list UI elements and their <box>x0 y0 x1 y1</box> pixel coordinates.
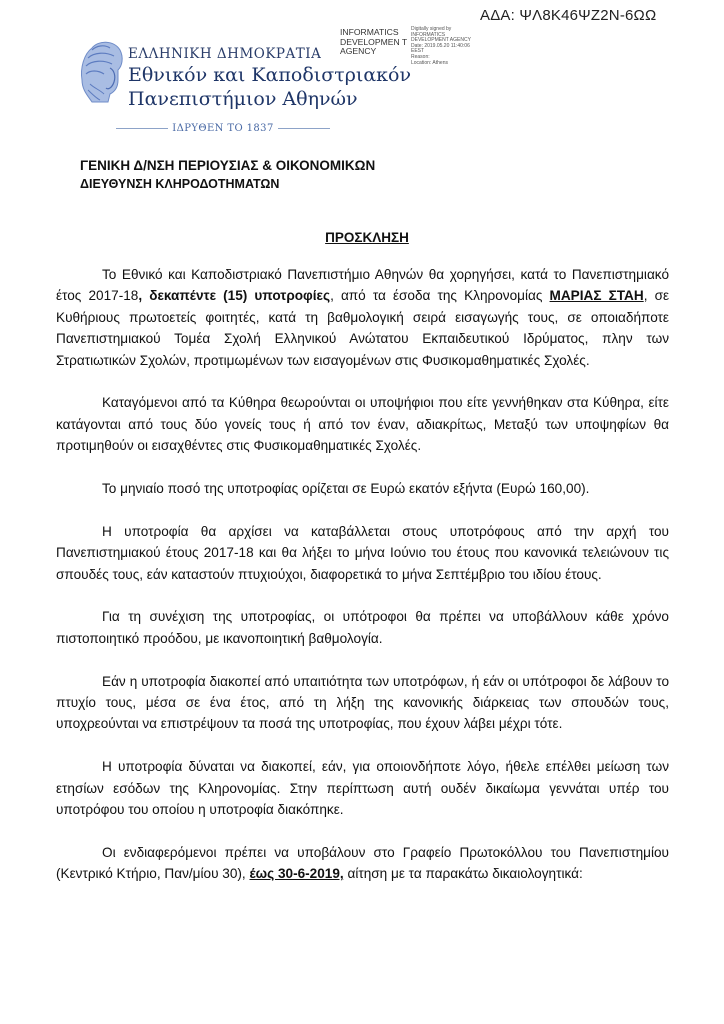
document-title: ΠΡΟΣΚΛΗΣΗ <box>325 230 409 245</box>
general-directorate: ΓΕΝΙΚΗ Δ/ΝΣΗ ΠΕΡΙΟΥΣΙΑΣ & ΟΙΚΟΝΟΜΙΚΩΝ <box>80 158 376 173</box>
paragraph: Η υποτροφία θα αρχίσει να καταβάλλεται στους υποτρόφους από την αρχή του Πανεπιστημιακού έτους 2017-18 και θα λήξει το μήνα Ιούνιο του έτους που κανονικά τελειώνουν τις σπουδές τους, εάν καταστούν πτυχιούχοι, διαφορετικά το μήνα Σεπτέμβριο του ιδίου έτους. <box>56 523 669 582</box>
text: , σε Κυθήριους πρωτοετείς φοιτητές, κατά τη βαθμολογική σειρά εισαγωγής τους, σε οποιαδήποτε Πανεπιστημιακού Τομέα Σχολή Ελληνικού Ανώτατου Εκπαιδευτικού Ιδρύματος, πλην των Στρατιωτικών Σχολών, προτιμωμένων των εισαγομένων στις Φυσικομαθηματικές Σχολές. <box>56 288 670 368</box>
signature-line: Reason: <box>411 53 430 60</box>
directorate: ΔΙΕΥΘΥΝΣΗ ΚΛΗΡΟΔΟΤΗΜΑΤΩΝ <box>80 177 280 191</box>
scholarship-count: , δεκαπέντε (15) υποτροφίες <box>138 288 331 304</box>
divider <box>278 128 330 129</box>
paragraph <box>56 264 669 371</box>
document-body <box>56 264 669 906</box>
university-name-line2: Πανεπιστήμιον Αθηνών <box>128 88 358 110</box>
paragraph: Εάν η υποτροφία διακοπεί από υπαιτιότητα των υποτρόφων, ή εάν οι υπότροφοι δε λάβουν το πτυχίο τους, μέσα σε ένα έτος, από τη λήξη της κανονικής διάρκειας των σπουδών τους, υποχρεούνται να επιστρέψουν τα ποσά της υποτροφίας, που έχουν λάβει μέχρι τότε. <box>56 673 669 732</box>
signature-line: INFORMATICS <box>411 31 446 38</box>
signature-line: Date: 2019.05.20 11:40:06 <box>411 42 470 49</box>
text: , από τα έσοδα της Κληρονομίας <box>330 288 550 304</box>
divider <box>116 128 168 129</box>
deadline-date: έως 30-6-2019, <box>249 866 344 882</box>
ada-code: ΑΔΑ: ΨΛ8Κ46ΨΖ2Ν-6ΩΩ <box>480 7 657 24</box>
paragraph: Καταγόμενοι από τα Κύθηρα θεωρούνται οι υποψήφιοι που είτε γεννήθηκαν στα Κύθηρα, είτε κατάγονται από τους δύο γονείς τους ή από τον έναν, αδιακρίτως, Μεταξύ των υποψηφίων θα προτιμηθούν οι εισαχθέντες στις Φυσικομαθηματικές Σχολές. <box>56 395 669 454</box>
founded-text: ΙΔΡΥΘΕΝ ΤΟ 1837 <box>172 123 274 134</box>
paragraph: Για τη συνέχιση της υποτροφίας, οι υπότροφοι θα πρέπει να υποβάλλουν κάθε χρόνο πιστοποιητικό προόδου, με ικανοποιητική βαθμολογία. <box>56 609 669 646</box>
department-block <box>80 156 375 193</box>
digital-signature-signer: INFORMATICS DEVELOPMEN T AGENCY <box>340 27 408 56</box>
state-name: ΕΛΛΗΝΙΚΗ ΔΗΜΟΚΡΑΤΙΑ <box>128 46 322 62</box>
bequest-name: ΜΑΡΙΑΣ ΣΤΑΗ <box>549 288 644 304</box>
signature-line: Location: Athens <box>411 59 448 66</box>
athena-head-emblem-icon <box>78 40 126 106</box>
text: Οι ενδιαφερόμενοι πρέπει να υποβάλουν στο Γραφείο Πρωτοκόλλου του Πανεπιστημίου (Κεντρικό Κτήριο, Παν/μίου 30), <box>56 844 669 882</box>
university-header <box>128 46 411 110</box>
signature-line: Digitally signed by <box>411 26 452 32</box>
paragraph: Η υποτροφία δύναται να διακοπεί, εάν, για οποιονδήποτε λόγο, ήθελε επέλθει μείωση των ετησίων εσόδων της Κληρονομίας. Στην περίπτωση αυτή ουδέν δικαίωμα γεννάται υπέρ του υποτρόφου του οποίου η υποτροφία διακόπηκε. <box>56 759 669 818</box>
text: αίτηση με τα παρακάτω δικαιολογητικά: <box>343 866 583 882</box>
signature-line: DEVELOPMENT AGENCY <box>411 37 471 44</box>
founded-line <box>116 123 330 134</box>
university-name-line1: Εθνικόν και Καποδιστριακόν <box>128 64 412 86</box>
digital-signature-details <box>411 27 521 66</box>
paragraph <box>56 842 669 885</box>
paragraph: Το μηνιαίο ποσό της υποτροφίας ορίζεται σε Ευρώ εκατόν εξήντα (Ευρώ 160,00). <box>102 481 590 497</box>
signature-line: EEST <box>411 48 425 55</box>
text: Το Εθνικό και Καποδιστριακό Πανεπιστήμιο Αθηνών θα χορηγήσει, κατά το Πανεπιστημιακό έτος 2017-18 <box>56 267 669 304</box>
